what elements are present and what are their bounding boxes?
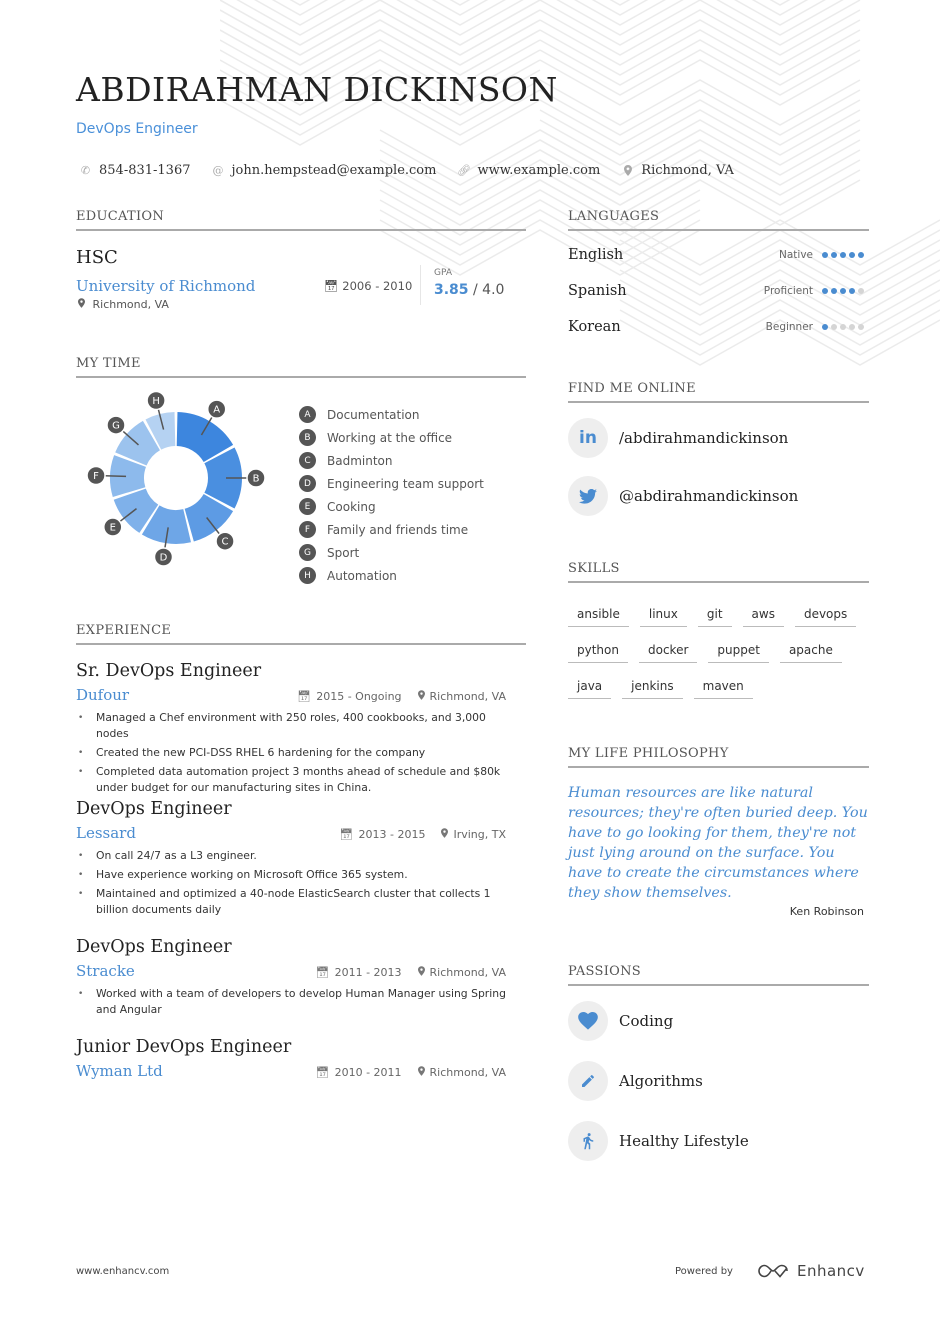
education-school: University of Richmond [76, 277, 256, 295]
experience-meta-row [76, 824, 506, 842]
calendar-icon: 📅︎ [297, 690, 312, 703]
legend-item [299, 426, 484, 449]
candidate-name: ABDIRAHMAN DICKINSON [76, 70, 558, 109]
experience-meta [297, 690, 506, 703]
skill-tag: apache [780, 639, 842, 663]
legend-key-badge: D [299, 475, 316, 492]
skill-tag: jenkins [622, 675, 682, 699]
language-row [568, 283, 864, 299]
education-dates-text: 2006 - 2010 [342, 279, 413, 293]
dot-empty [831, 324, 837, 330]
experience-job-title: DevOps Engineer [76, 799, 232, 819]
dot-empty [858, 288, 864, 294]
legend-label: Engineering team support [327, 476, 484, 491]
experience-meta-row [76, 1062, 506, 1080]
time-legend [299, 403, 484, 587]
phone-icon: ✆ [80, 164, 91, 177]
skill-tag: devops [795, 603, 856, 627]
experience-bullet: • On call 24/7 as a L3 engineer. [76, 848, 506, 864]
proficiency-dots [822, 288, 864, 294]
experience-company: Dufour [76, 686, 130, 704]
experience-company: Lessard [76, 824, 136, 842]
experience-bullets [76, 986, 506, 1018]
experience-location [418, 966, 506, 979]
experience-meta [316, 1066, 506, 1079]
donut-label-text: G [112, 420, 120, 432]
experience-job-title: DevOps Engineer [76, 937, 232, 957]
experience-entry [76, 661, 506, 799]
link-icon: 🔗︎ [456, 164, 471, 177]
divider [420, 265, 421, 305]
passion-label: Coding [619, 1012, 674, 1030]
donut-label-text: E [109, 522, 116, 534]
education-degree: HSC [76, 247, 118, 268]
experience-entry [76, 1037, 506, 1080]
donut-label-text: D [159, 552, 168, 564]
running-person-icon [568, 1121, 608, 1161]
skills-list [568, 603, 868, 711]
legend-item [299, 449, 484, 472]
language-row [568, 247, 864, 263]
legend-label: Working at the office [327, 430, 453, 445]
experience-company: Wyman Ltd [76, 1062, 163, 1080]
skill-row [568, 675, 868, 699]
legend-key-badge: E [299, 498, 316, 515]
footer-url[interactable]: www.enhancv.com [76, 1266, 170, 1277]
language-name: Spanish [568, 283, 627, 299]
experience-dates-text: 2011 - 2013 [334, 966, 402, 979]
dot-filled [849, 252, 855, 258]
legend-label: Automation [327, 568, 397, 583]
quote-author: Ken Robinson [789, 905, 864, 918]
education-location-text: Richmond, VA [92, 298, 169, 311]
donut-label-text: C [221, 536, 229, 548]
experience-bullet: • Worked with a team of developers to develop Human Manager using Spring and Angular [76, 986, 506, 1018]
language-name: English [568, 247, 624, 263]
location-pin-icon [418, 690, 425, 703]
legend-item [299, 541, 484, 564]
experience-job-title: Junior DevOps Engineer [76, 1037, 292, 1057]
dot-filled [822, 252, 828, 258]
location-pin-icon [622, 165, 633, 176]
experience-dates-text: 2010 - 2011 [334, 1066, 402, 1079]
passion-item [568, 1121, 749, 1161]
powered-by-label: Powered by [675, 1265, 733, 1277]
dot-filled [849, 288, 855, 294]
dot-empty [849, 324, 855, 330]
language-level: Native [779, 249, 813, 261]
skill-tag: ansible [568, 603, 629, 627]
experience-bullets [76, 848, 506, 918]
legend-key-badge: A [299, 406, 316, 423]
footer-branding [675, 1262, 865, 1280]
section-header-experience: EXPERIENCE [76, 623, 526, 645]
donut-label-text: A [213, 404, 221, 416]
legend-item [299, 472, 484, 495]
experience-dates [316, 966, 402, 979]
philosophy-quote: Human resources are like natural resources; they're often buried deep. You have to go looking for them, they're not just lying around on the surface. You have to create the circumstances where they show themselves. [568, 785, 868, 901]
donut-label-text: B [252, 473, 260, 485]
legend-key-badge: C [299, 452, 316, 469]
proficiency-dots [822, 324, 864, 330]
calendar-icon: 📅︎ [315, 1066, 330, 1079]
linkedin-handle: /abdirahmandickinson [619, 429, 789, 447]
experience-entry [76, 937, 506, 1021]
heart-icon [568, 1001, 608, 1041]
experience-company: Stracke [76, 962, 135, 980]
calendar-icon: 📅︎ [315, 966, 330, 979]
legend-label: Documentation [327, 407, 420, 422]
section-header-education: EDUCATION [76, 209, 526, 231]
location-pin-icon [78, 298, 85, 311]
language-name: Korean [568, 319, 621, 335]
contact-phone[interactable] [80, 163, 191, 178]
experience-location [441, 828, 506, 841]
dot-filled [822, 324, 828, 330]
linkedin-link[interactable] [568, 418, 788, 458]
location-pin-icon [418, 1066, 425, 1079]
donut-label-text: H [152, 396, 160, 408]
legend-key-badge: B [299, 429, 316, 446]
section-header-languages: LANGUAGES [568, 209, 869, 231]
skill-tag: python [568, 639, 628, 663]
experience-dates-text: 2015 - Ongoing [316, 690, 402, 703]
dot-filled [840, 252, 846, 258]
donut-label-text: F [93, 470, 99, 482]
passion-item [568, 1061, 703, 1101]
experience-bullet: • Completed data automation project 3 months ahead of schedule and $80k under budget for our manufacturing sites in China. [76, 764, 506, 796]
experience-job-title: Sr. DevOps Engineer [76, 661, 262, 681]
location-text: Richmond, VA [641, 163, 734, 178]
calendar-icon: 📅︎ [339, 828, 354, 841]
experience-location-text: Richmond, VA [429, 966, 506, 979]
legend-key-badge: H [299, 567, 316, 584]
location-pin-icon [418, 966, 425, 979]
contact-email[interactable] [213, 163, 437, 178]
legend-label: Sport [327, 545, 360, 560]
legend-item [299, 403, 484, 426]
experience-entry [76, 799, 506, 921]
passion-label: Algorithms [619, 1072, 703, 1090]
time-donut-chart [86, 388, 266, 568]
education-dates [324, 279, 412, 293]
twitter-link[interactable] [568, 476, 798, 516]
legend-item [299, 518, 484, 541]
experience-meta [316, 966, 506, 979]
experience-bullet: • Maintained and optimized a 40-node ElasticSearch cluster that collects 1 billion documents daily [76, 886, 506, 918]
passion-label: Healthy Lifestyle [619, 1132, 749, 1150]
at-icon: @ [212, 164, 224, 177]
skill-tag: git [698, 603, 732, 627]
experience-location [418, 1066, 506, 1079]
skill-tag: maven [694, 675, 753, 699]
experience-location-text: Irving, TX [453, 828, 506, 841]
experience-meta [340, 828, 506, 841]
language-level: Beginner [765, 321, 813, 333]
passion-item [568, 1001, 673, 1041]
legend-label: Family and friends time [327, 522, 469, 537]
section-header-passions: PASSIONS [568, 964, 869, 986]
skill-tag: puppet [708, 639, 769, 663]
experience-bullet: • Have experience working on Microsoft Office 365 system. [76, 867, 506, 883]
skill-row [568, 639, 868, 663]
legend-item [299, 564, 484, 587]
dot-empty [840, 324, 846, 330]
gpa-label: GPA [434, 268, 452, 278]
experience-dates [297, 690, 401, 703]
legend-label: Cooking [327, 499, 376, 514]
contact-location [622, 163, 734, 178]
twitter-handle: @abdirahmandickinson [619, 487, 799, 505]
linkedin-icon: in [568, 418, 608, 458]
experience-dates [316, 1066, 402, 1079]
experience-location-text: Richmond, VA [429, 690, 506, 703]
experience-meta-row [76, 686, 506, 704]
legend-key-badge: F [299, 521, 316, 538]
education-location [78, 298, 169, 311]
website-text: www.example.com [477, 163, 601, 178]
experience-bullet: • Managed a Chef environment with 250 roles, 400 cookbooks, and 3,000 nodes [76, 710, 506, 742]
section-header-skills: SKILLS [568, 561, 869, 583]
language-row [568, 319, 864, 335]
experience-dates-text: 2013 - 2015 [358, 828, 426, 841]
contact-row [80, 163, 756, 178]
email-text: john.hempstead@example.com [231, 163, 437, 178]
twitter-icon [568, 476, 608, 516]
calendar-icon: 📅︎ [324, 279, 339, 293]
skill-tag: java [568, 675, 611, 699]
experience-location-text: Richmond, VA [429, 1066, 506, 1079]
dot-empty [858, 324, 864, 330]
gpa-value [434, 282, 504, 298]
enhancv-brand-text: Enhancv [796, 1262, 865, 1280]
skill-tag: docker [639, 639, 697, 663]
dot-filled [858, 252, 864, 258]
dot-filled [840, 288, 846, 294]
skill-tag: linux [640, 603, 687, 627]
dot-filled [831, 252, 837, 258]
gpa-score: 3.85 [434, 282, 469, 298]
phone-text: 854-831-1367 [99, 163, 191, 178]
legend-key-badge: G [299, 544, 316, 561]
enhancv-logo-icon [757, 1263, 789, 1279]
experience-bullets [76, 710, 506, 796]
job-title: DevOps Engineer [76, 121, 198, 137]
pencil-icon [568, 1061, 608, 1101]
experience-bullet: • Created the new PCI-DSS RHEL 6 hardening for the company [76, 745, 506, 761]
contact-website[interactable] [458, 163, 600, 178]
legend-item [299, 495, 484, 518]
experience-meta-row [76, 962, 506, 980]
experience-location [418, 690, 506, 703]
legend-label: Badminton [327, 453, 393, 468]
enhancv-logo[interactable] [757, 1262, 865, 1280]
experience-dates [340, 828, 426, 841]
section-header-find-me-online: FIND ME ONLINE [568, 381, 869, 403]
skill-row [568, 603, 868, 627]
skill-tag: aws [743, 603, 784, 627]
location-pin-icon [441, 828, 448, 841]
section-header-my-time: MY TIME [76, 356, 526, 378]
dot-filled [831, 288, 837, 294]
gpa-max: / 4.0 [473, 282, 505, 298]
section-header-philosophy: MY LIFE PHILOSOPHY [568, 746, 869, 768]
proficiency-dots [822, 252, 864, 258]
dot-filled [822, 288, 828, 294]
language-level: Proficient [763, 285, 813, 297]
